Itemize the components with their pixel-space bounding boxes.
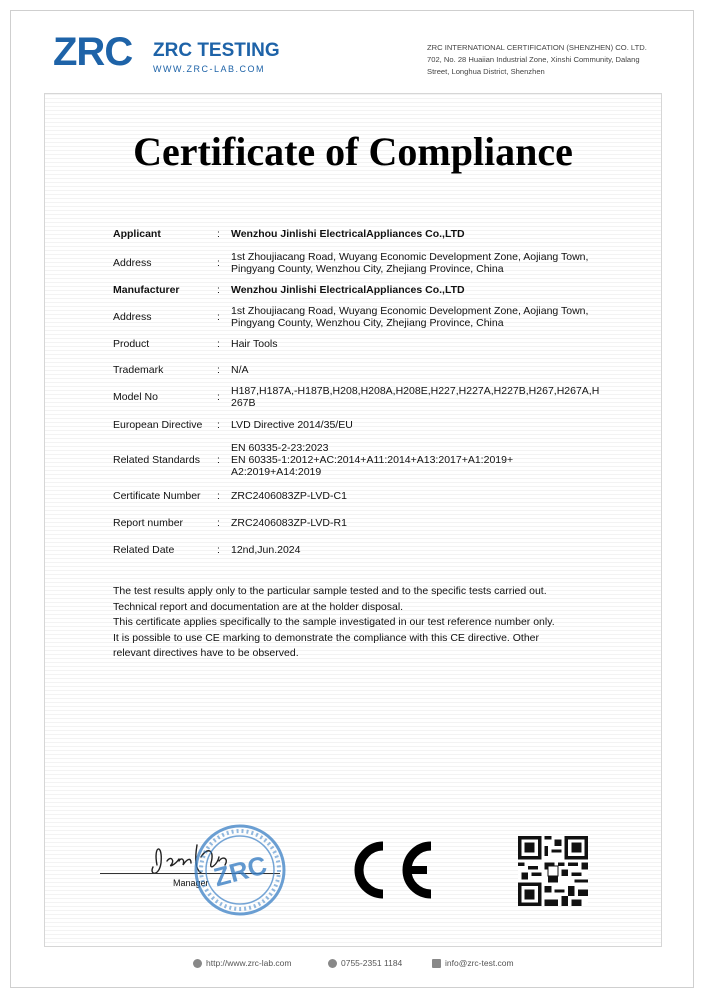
field-value: 12nd,Jun.2024 [231, 544, 301, 556]
field-value: N/A [231, 364, 249, 376]
field-value: 267B [231, 397, 256, 409]
field-value: Wenzhou Jinlishi ElectricalAppliances Co.,LTD [231, 284, 465, 296]
field-value: ZRC2406083ZP-LVD-C1 [231, 490, 347, 502]
field-related-date: Related Date : 12nd,Jun.2024 [113, 544, 613, 556]
field-label: Trademark [113, 364, 164, 376]
field-value: H187,H187A,-H187B,H208,H208A,H208E,H227,H227A,H227B,H267,H267A,H [231, 385, 600, 397]
field-value: Pingyang County, Wenzhou City, Zhejiang Province, China [231, 263, 504, 275]
field-value: Wenzhou Jinlishi ElectricalAppliances Co.,LTD [231, 228, 465, 240]
field-manufacturer-address: Address : 1st Zhoujiacang Road, Wuyang Economic Development Zone, Aojiang Town, Pingyang County, Wenzhou City, Zhejiang Province, China [113, 305, 613, 329]
field-applicant-address: Address : 1st Zhoujiacang Road, Wuyang Economic Development Zone, Aojiang Town, Pingyang County, Wenzhou City, Zhejiang Province, China [113, 251, 613, 275]
field-value: ZRC2406083ZP-LVD-R1 [231, 517, 347, 529]
field-trademark: Trademark : N/A [113, 364, 613, 376]
qr-code-icon [518, 836, 588, 906]
field-label: Report number [113, 517, 184, 529]
company-info [427, 42, 667, 78]
field-value: A2:2019+A14:2019 [231, 466, 322, 478]
field-value: EN 60335-1:2012+AC:2014+A11:2014+A13:2017+A1:2019+ [231, 454, 514, 466]
company-stamp-icon [192, 822, 288, 918]
note-line: The test results apply only to the particular sample tested and to the specific tests carried out. [113, 585, 547, 597]
field-label: Address [113, 257, 152, 269]
footer-website[interactable]: http://www.zrc-lab.com [206, 958, 292, 968]
manager-label: Manager [173, 878, 209, 888]
note-line: It is possible to use CE marking to demonstrate the compliance with this CE directive. Other [113, 631, 540, 644]
stamp-text: ZRC [210, 849, 270, 893]
company-line: ZRC INTERNATIONAL CERTIFICATION (SHENZHEN) CO. LTD. [427, 43, 647, 52]
field-value: 1st Zhoujiacang Road, Wuyang Economic Development Zone, Aojiang Town, [231, 305, 589, 317]
note-line: This certificate applies specifically to the sample investigated in our test reference number only. [113, 616, 555, 628]
field-label: European Directive [113, 419, 203, 431]
logo-name: ZRC TESTING [153, 40, 280, 61]
company-line: Street, Longhua District, Shenzhen [427, 67, 545, 76]
field-european-directive: European Directive : LVD Directive 2014/35/EU [113, 419, 613, 431]
field-value: EN 60335-2-23:2023 [231, 442, 329, 454]
note-line: relevant directives have to be observed. [113, 647, 299, 659]
company-line: 702, No. 28 Huaiian Industrial Zone, Xinshi Community, Dalang [427, 55, 640, 64]
logo [53, 30, 280, 74]
field-value: LVD Directive 2014/35/EU [231, 419, 353, 431]
email-icon [432, 959, 441, 968]
field-label: Manufacturer [113, 284, 180, 296]
field-related-standards: Related Standards : EN 60335-2-23:2023 EN 60335-1:2012+AC:2014+A11:2014+A13:2017+A1:2019+ A2:2019+A14:2019 [113, 442, 613, 478]
globe-icon [193, 959, 202, 968]
ce-mark-icon [343, 840, 438, 900]
field-label: Address [113, 311, 152, 323]
field-value: Hair Tools [231, 338, 278, 350]
field-label: Product [113, 338, 150, 350]
field-value: Pingyang County, Wenzhou City, Zhejiang Province, China [231, 317, 504, 329]
field-label: Certificate Number [113, 490, 201, 502]
disclaimer-notes [113, 584, 573, 662]
note-line: Technical report and documentation are at the holder disposal. [113, 600, 404, 613]
footer-phone: 0755-2351 1184 [341, 958, 403, 968]
field-value: 1st Zhoujiacang Road, Wuyang Economic Development Zone, Aojiang Town, [231, 251, 589, 263]
field-label: Model No [113, 391, 158, 403]
field-model-no: Model No : H187,H187A,-H187B,H208,H208A,H208E,H227,H227A,H227B,H267,H267A,H 267B [113, 385, 613, 409]
field-label: Applicant [113, 228, 161, 240]
phone-icon [328, 959, 337, 968]
field-label: Related Date [113, 544, 175, 556]
field-report-number: Report number : ZRC2406083ZP-LVD-R1 [113, 517, 613, 529]
logo-url: WWW.ZRC-LAB.COM [153, 64, 265, 74]
certificate-title: Certificate of Compliance [133, 129, 573, 174]
field-label: Related Standards [113, 454, 200, 466]
field-product: Product : Hair Tools [113, 338, 613, 350]
logo-mark: ZRC [53, 30, 133, 74]
field-manufacturer: Manufacturer : Wenzhou Jinlishi ElectricalAppliances Co.,LTD [113, 284, 613, 296]
footer-email[interactable]: info@zrc-test.com [445, 958, 514, 968]
field-applicant: Applicant : Wenzhou Jinlishi ElectricalAppliances Co.,LTD [113, 228, 613, 240]
field-certificate-number: Certificate Number : ZRC2406083ZP-LVD-C1 [113, 490, 613, 502]
